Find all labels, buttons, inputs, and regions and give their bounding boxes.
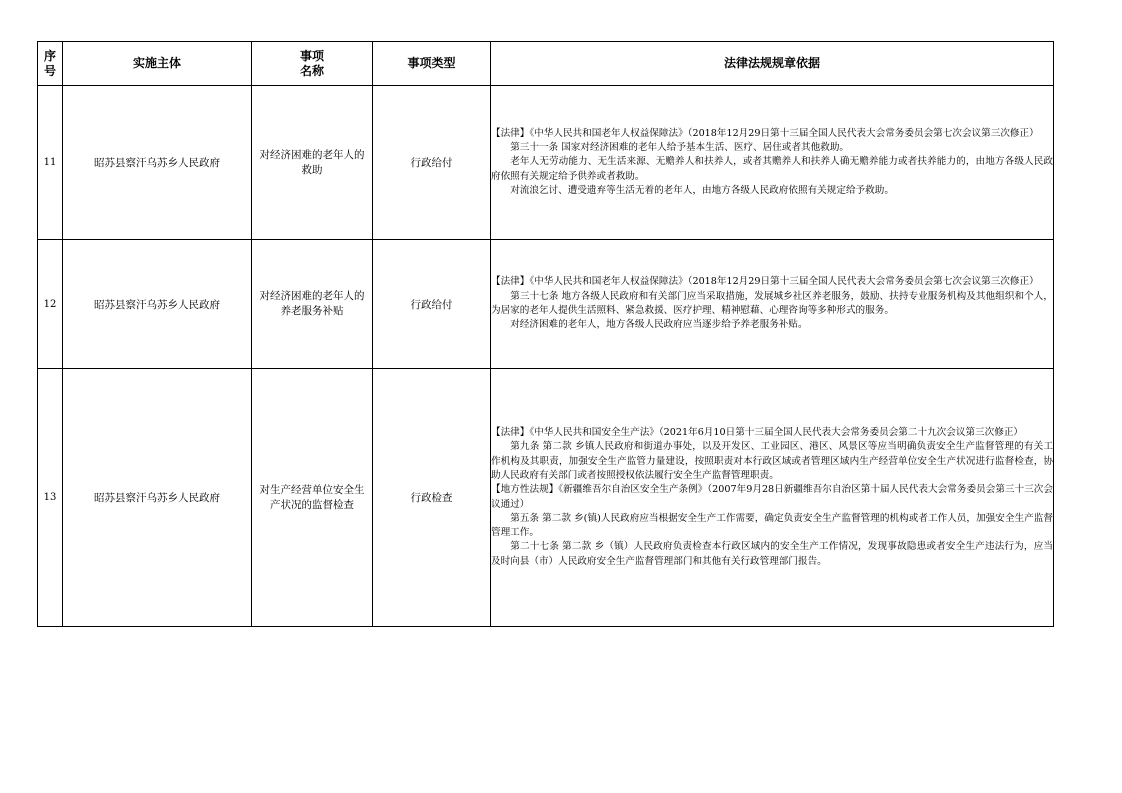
- row-name: [252, 86, 373, 240]
- header-no-label: 序号: [43, 48, 56, 78]
- row-type: 行政给付: [373, 240, 491, 369]
- basis-line: 对经济困难的老年人，地方各级人民政府应当逐步给予养老服务补贴。: [510, 319, 808, 331]
- items-table: [37, 41, 1054, 627]
- row-name-label: 对经济困难的老年人的救助: [259, 148, 365, 176]
- basis-line: 第三十七条 地方各级人民政府和有关部门应当采取措施，发展城乡社区养老服务，鼓励、扶持专业服务机构及其他组织和个人，为居家的老年人提供生活照料、紧急救援、医疗护理、精神慰藉、心理咨询等多种形式的服务。: [491, 290, 1053, 316]
- header-name: [252, 42, 373, 86]
- row-name-label: 对经济困难的老年人的养老服务补贴: [259, 290, 365, 317]
- row-basis: [491, 369, 1054, 627]
- header-no: [38, 42, 63, 86]
- row-subject: 昭苏县察汗乌苏乡人民政府: [63, 369, 252, 627]
- row-basis: [491, 240, 1054, 369]
- header-basis: 法律法规规章依据: [491, 42, 1054, 86]
- row-no: 11: [38, 86, 63, 240]
- row-name: [252, 369, 373, 627]
- header-name-label: 事项名称: [299, 48, 324, 78]
- basis-line: 第五条 第二款 乡(镇)人民政府应当根据安全生产工作需要，确定负责安全生产监督管理的机构或者工作人员，加强安全生产监督管理工作。: [491, 512, 1053, 539]
- header-type: 事项类型: [373, 42, 491, 86]
- table-row: [38, 240, 1054, 369]
- row-type: 行政检查: [373, 369, 491, 627]
- row-subject: 昭苏县察汗乌苏乡人民政府: [63, 240, 252, 369]
- basis-line: 老年人无劳动能力、无生活来源、无赡养人和扶养人，或者其赡养人和扶养人确无赡养能力或者扶养能力的，由地方各级人民政府依照有关规定给予供养或者救助。: [491, 156, 1053, 182]
- basis-line: 【法律】《中华人民共和国老年人权益保障法》（2018年12月29日第十三届全国人民代表大会常务委员会第七次会议第三次修正）: [491, 276, 1039, 288]
- basis-line: 【法律】《中华人民共和国安全生产法》（2021年6月10日第十三届全国人民代表大会常务委员会第二十九次会议第三次修正）: [491, 427, 1024, 439]
- header-row: [38, 42, 1054, 86]
- basis-line: 第九条 第二款 乡镇人民政府和街道办事处，以及开发区、工业园区、港区、风景区等应当明确负责安全生产监督管理的有关工作机构及其职责，加强安全生产监管力量建设，按照职责对本行政区域或者管理区域内生产经营单位安全生产状况进行监督检查，协助人民政府有关部门或者按照授权依法履行安全生产监督管理职责。: [491, 441, 1053, 481]
- row-no: 12: [38, 240, 63, 369]
- table-row: [38, 86, 1054, 240]
- row-subject: 昭苏县察汗乌苏乡人民政府: [63, 86, 252, 240]
- header-subject: 实施主体: [63, 42, 252, 86]
- row-basis: [491, 86, 1054, 240]
- table-row: [38, 369, 1054, 627]
- basis-line: 对流浪乞讨、遭受遗弃等生活无着的老年人，由地方各级人民政府依照有关规定给予救助。: [510, 184, 894, 196]
- row-no: 13: [38, 369, 63, 627]
- row-type: 行政给付: [373, 86, 491, 240]
- basis-line: 【地方性法规】《新疆维吾尔自治区安全生产条例》（2007年9月28日新疆维吾尔自治区第十届人民代表大会常务委员会第三十三次会议通过）: [491, 484, 1053, 510]
- basis-line: 第二十七条 第二款 乡（镇）人民政府负责检查本行政区域内的安全生产工作情况，发现事故隐患或者安全生产违法行为，应当及时向县（市）人民政府安全生产监督管理部门和其他有关行政管理部门报告。: [491, 541, 1053, 567]
- basis-line: 【法律】《中华人民共和国老年人权益保障法》（2018年12月29日第十三届全国人民代表大会常务委员会第七次会议第三次修正）: [491, 127, 1039, 139]
- basis-line: 第三十一条 国家对经济困难的老年人给予基本生活、医疗、居住或者其他救助。: [510, 142, 850, 154]
- row-name-label: 对生产经营单位安全生产状况的监督检查: [259, 483, 365, 511]
- row-name: [252, 240, 373, 369]
